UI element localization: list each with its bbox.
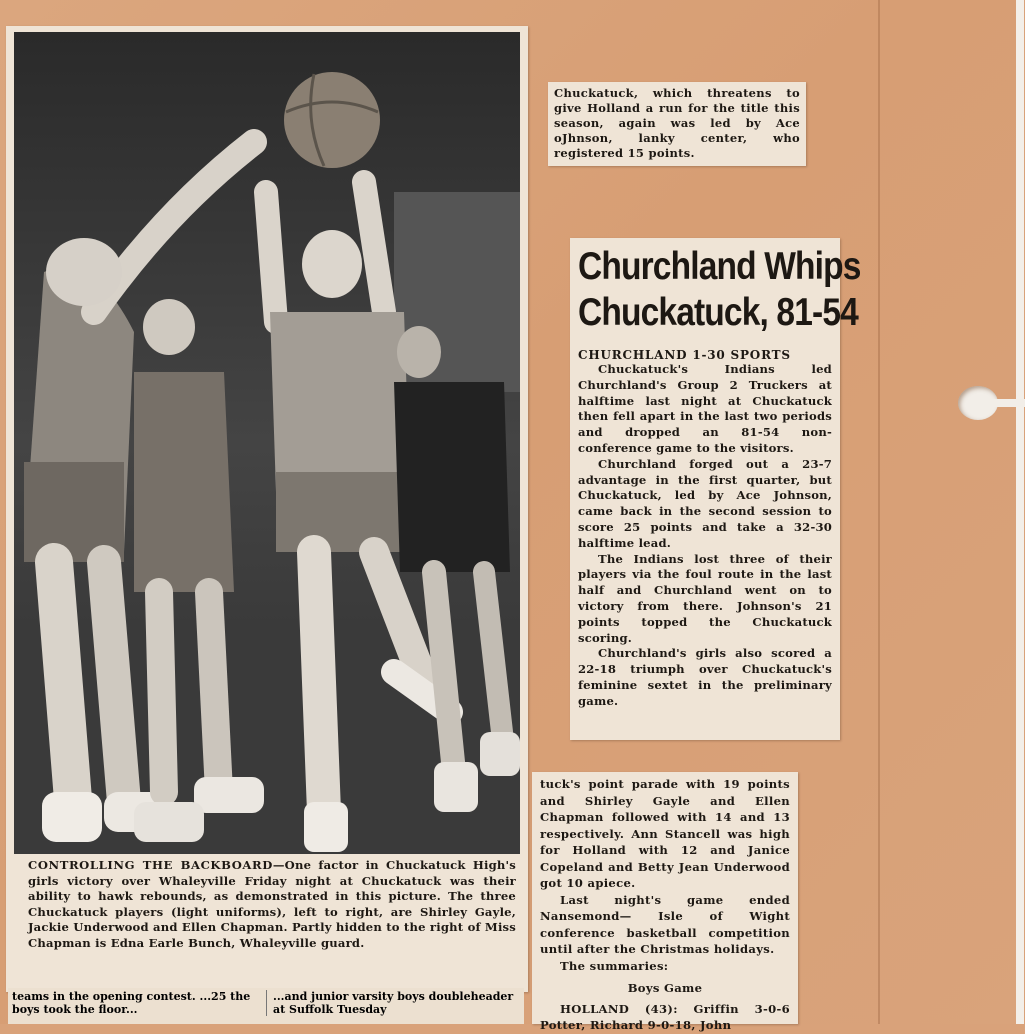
photo-caption (28, 858, 516, 952)
bottom-clipping-strip (8, 988, 524, 1024)
article-dateline: CHURCHLAND 1-30 SPORTS (578, 348, 791, 362)
basketball-photo (14, 32, 520, 854)
lower-clipping (532, 772, 798, 1032)
basketball (284, 72, 380, 168)
article-paragraph: Churchland's girls also scored a 22-18 triumph over Chuckatuck's feminine sextet in the preliminary game. (578, 646, 832, 708)
page-fold (878, 0, 880, 1024)
article-headline-line1: Churchland Whips (578, 245, 861, 288)
small-clipping (548, 82, 806, 166)
caption-text: —One factor in Chuckatuck High's girls victory over Whaleyville Friday night at Chuckatuck was their ability to hawk rebounds, as demonstrated in this picture. The three Chuckatuck players (light uniforms), left to right, are Shirley Gayle, Jackie Underwood and Ellen Chapman. Partly hidden to the right of Miss Chapman is Edna Earle Bunch, Whaleyville guard. (28, 858, 517, 950)
photo-clipping (6, 26, 528, 992)
article-paragraph: The Indians lost three of their players via the foul route in the last half and Churchland went on to victory from there. Johnson's 21 points topped the Chuckatuck scoring. (578, 551, 832, 645)
binder-slot (985, 399, 1025, 407)
summary-title: Boys Game (627, 981, 703, 995)
lower-clipping-paragraph: Last night's game ended Nansemond— Isle of Wight conference basketball competition until after the Christmas holidays. (540, 892, 790, 956)
lower-clipping-paragraph: The summaries: (560, 958, 669, 973)
lower-clipping-paragraph: tuck's point parade with 19 points and Shirley Gayle and Ellen Chapman followed with 14 and 13 respectively. Ann Stancell was high for Holland with 12 and Janice Copeland and Betty Jean Underwood got 10 apiece. (540, 777, 790, 890)
article-clipping (570, 238, 861, 740)
article-headline-line2: Chuckatuck, 81-54 (578, 291, 858, 334)
bottom-strip-right: ...and junior varsity boys doubleheader at Suffolk Tuesday (266, 990, 521, 1016)
bottom-strip-left: teams in the opening contest. ...25 the boys took the floor... (12, 990, 251, 1016)
small-clipping-text: Chuckatuck, which threatens to give Holland a run for the title this season, again was led by Ace oJhnson, lanky center, who registered 15 points. (554, 86, 800, 160)
score-line: HOLLAND (43): Griffin 3-0-6 Potter, Richard 9-0-18, John (540, 1001, 790, 1032)
basketball-photo-illustration (14, 32, 520, 854)
article-paragraph: Churchland forged out a 23-7 advantage in the first quarter, but Chuckatuck, led by Ace Johnson, came back in the second session to score 25 points and take a 32-30 halftime lead. (578, 456, 832, 550)
article-paragraph: Chuckatuck's Indians led Churchland's Group 2 Truckers at halftime last night at Chuckatuck then fell apart in the last two periods and dropped an 81-54 non-conference game to the visitors. (578, 362, 832, 455)
page-edge (1016, 0, 1024, 1024)
caption-headline: CONTROLLING THE BACKBOARD (28, 858, 273, 872)
